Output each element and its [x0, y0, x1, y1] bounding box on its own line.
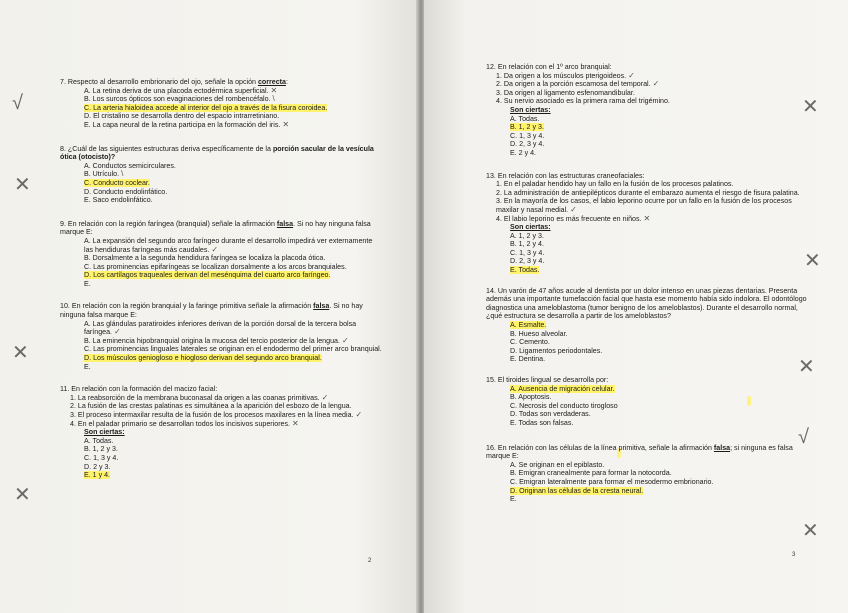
question-stem: 7. Respecto al desarrollo embrionario del ojo, señale la opción correcta:	[60, 78, 288, 86]
option-c: C. Conducto coclear.	[84, 178, 150, 187]
option-e: E. Todas.	[510, 266, 540, 275]
question-15	[486, 376, 808, 428]
option-d: D. 2, 3 y 4.	[510, 140, 545, 149]
option-c: C. Necrosis del conducto tirogloso	[510, 401, 618, 410]
question-stem: 14. Un varón de 47 años acude al dentista por un dolor intenso en unas piezas dentarias. Presenta además una importante tumefacción facial que hasta ese momento había sido indolora. El odontólogo diagnostica una ameloblastoma (tumor benigno de los ameloblastos). Durante el desarrollo normal, ¿qué estructura se desarrolla a partir de los ameloblastos?	[486, 286, 807, 321]
option-d: D. El cristalino se desarrolla dentro del espacio intrarretiniano.	[84, 112, 280, 121]
question-stem: 9. En relación con la región faríngea (branquial) señale la afirmación falsa. Si no hay ninguna falsa marque E:	[60, 219, 371, 237]
statement-1: 1. La reabsorción de la membrana buconasal da origen a las coanas primitivas. ✓	[70, 392, 329, 402]
statement-3: 3. El proceso intermaxilar resulta de la fusión de los procesos maxilares en la línea media. ✓	[70, 410, 363, 419]
son-ciertas-label: Son ciertas:	[510, 105, 551, 114]
statement-2: 2. La administración de antiepilépticos durante el embarazo aumenta el riesgo de fisura palatina.	[496, 188, 800, 197]
statement-2: 2. Da origen a la porción escamosa del temporal. ✓	[496, 79, 660, 89]
left-page-content	[60, 78, 382, 489]
side-mark-q13: ✕	[804, 250, 821, 272]
question-stem: 16. En relación con las células de la línea primitiva, señale la afirmación falsa; si ninguna es falsa marque E:	[486, 443, 793, 461]
option-d: D. Todas son verdaderas.	[510, 410, 591, 419]
statement-3: 3. En la mayoría de los casos, el labio leporino ocurre por un fallo en la fusión de los procesos maxilar y nasal medial. ✓	[496, 197, 792, 214]
statement-1: 1. En el paladar hendido hay un fallo en la fusión de los procesos palatinos.	[496, 180, 734, 189]
statement-3: 3. Da origen al ligamento esfenomandibular.	[496, 88, 635, 97]
statement-4: 4. El labio leporino es más frecuente en niños. ✕	[496, 213, 651, 223]
option-e: E.	[84, 362, 91, 371]
question-13	[486, 172, 808, 275]
option-b: B. Apoptosis.	[510, 393, 552, 402]
question-stem: 15. El tiroides lingual se desarrolla por:	[486, 376, 609, 384]
question-stem: 8. ¿Cuál de las siguientes estructuras deriva específicamente de la porción sacular de la vesícula ótica (otocisto)?	[60, 144, 374, 162]
question-14	[486, 287, 808, 364]
option-e: E. Saco endolinfático.	[84, 196, 153, 205]
option-d: D. Ligamentos periodontales.	[510, 346, 603, 355]
option-a: A. Las glándulas paratiroides inferiores derivan de la porción dorsal de la tercera bolsa faríngea. ✓	[84, 319, 357, 337]
option-e: E. 2 y 4.	[510, 148, 537, 157]
option-b: B. 1, 2 y 3.	[84, 445, 118, 454]
statement-4: 4. En el paladar primario se desarrollan todos los incisivos superiores. ✕	[70, 418, 299, 428]
question-12	[486, 63, 808, 158]
option-a: A. Ausencia de migración celular.	[510, 384, 615, 393]
option-a: A. 1, 2 y 3.	[510, 231, 544, 240]
option-e: E.	[510, 495, 517, 504]
option-c: C. 1, 3 y 4.	[510, 248, 545, 257]
left-page	[0, 0, 418, 613]
right-page-content	[486, 63, 808, 513]
question-7	[60, 78, 382, 130]
option-a: A. Se originan en el epiblasto.	[510, 460, 605, 469]
statement-1: 1. Da origen a los músculos pterigoideos. ✓	[496, 70, 635, 80]
statement-2: 2. La fusión de las crestas palatinas es simultánea a la aparición del esbozo de la lengua.	[70, 402, 352, 411]
option-b: B. Dorsalmente a la segunda hendidura faríngea se localiza la placoda ótica.	[84, 254, 326, 263]
option-b: B. 1, 2 y 4.	[510, 240, 544, 249]
option-c: C. La arteria hialoidea accede al interior del ojo a través de la fisura coroidea.	[84, 103, 328, 112]
option-d: D. 2 y 3.	[84, 462, 111, 471]
option-e: E. 1 y 4.	[84, 471, 111, 480]
option-b: B. Emigran cranealmente para formar la notocorda.	[510, 469, 672, 478]
option-b: B. Hueso alveolar.	[510, 329, 568, 338]
option-b: B. Los surcos ópticos son evaginaciones del rombencéfalo. \	[84, 94, 275, 104]
option-e: E. Todas son falsas.	[510, 418, 574, 427]
option-b: B. La eminencia hipobranquial origina la mucosa del tercio posterior de la lengua. ✓	[84, 335, 349, 345]
option-e: E. Dentina.	[510, 355, 546, 364]
son-ciertas-label: Son ciertas:	[510, 223, 551, 232]
option-a: A. La retina deriva de una placoda ectodérmica superficial. ✕	[84, 85, 278, 95]
page-number: 3	[792, 552, 796, 558]
statement-4: 4. Su nervio asociado es la primera rama del trigémino.	[496, 97, 670, 106]
question-16	[486, 444, 808, 504]
option-b: B. 1, 2 y 3.	[510, 123, 544, 132]
option-d: D. 2, 3 y 4.	[510, 257, 545, 266]
side-mark-q16: ✕	[802, 520, 819, 542]
right-page	[424, 0, 848, 613]
question-8	[60, 145, 382, 205]
question-9	[60, 220, 382, 289]
option-d: D. Originan las células de la cresta neural.	[510, 486, 644, 495]
option-e: E.	[84, 279, 91, 288]
option-e: E. La capa neural de la retina participa en la formación del iris. ✕	[84, 119, 290, 129]
side-mark-q8: ✕	[14, 174, 31, 196]
option-c: C. Las prominencias linguales laterales se originan en el endodermo del primer arco branquial.	[84, 345, 382, 354]
question-11	[60, 385, 382, 480]
option-c: C. Emigran lateralmente para formar el mesodermo embrionario.	[510, 477, 714, 486]
option-c: C. 1, 3 y 4.	[510, 131, 545, 140]
side-mark-q15: √	[798, 426, 809, 448]
question-10	[60, 302, 382, 371]
option-c: C. 1, 3 y 4.	[84, 453, 119, 462]
option-d: D. Los cartílagos traqueales derivan del mesénquima del cuarto arco faríngeo.	[84, 271, 331, 280]
question-stem: 12. En relación con el 1º arco branquial:	[486, 63, 612, 71]
question-stem: 11. En relación con la formación del macizo facial:	[60, 385, 218, 394]
side-mark-q10: ✕	[12, 342, 29, 364]
option-a: A. Todas.	[510, 114, 540, 123]
option-b: B. Utrículo. \	[84, 169, 124, 179]
option-d: D. Conducto endolinfático.	[84, 187, 168, 196]
option-a: A. Todas.	[84, 436, 114, 445]
option-a: A. Esmalte.	[510, 321, 547, 330]
side-mark-q12: ✕	[802, 96, 819, 118]
side-mark-q11: ✕	[14, 484, 31, 506]
page-number: 2	[368, 558, 372, 564]
question-stem: 10. En relación con la región branquial y la faringe primitiva señale la afirmación falsa. Si no hay ninguna falsa marque E:	[60, 302, 363, 320]
option-a: A. Conductos semicirculares.	[84, 161, 176, 170]
option-c: C. Las prominencias epifaríngeas se localizan dorsalmente a los arcos branquiales.	[84, 262, 347, 271]
option-c: C. Cemento.	[510, 338, 550, 347]
side-mark-q14: ✕	[798, 356, 815, 378]
option-a: A. La expansión del segundo arco faríngeo durante el desarrollo impedirá ver externamente las hendiduras faríngeas más caudales. ✓	[84, 236, 373, 254]
question-stem: 13. En relación con las estructuras craneofaciales:	[486, 171, 645, 180]
son-ciertas-label: Son ciertas:	[84, 428, 125, 437]
side-mark-q7: √	[12, 92, 23, 114]
option-d: D. Los músculos geniogloso e hiogloso derivan del segundo arco branquial.	[84, 354, 322, 363]
